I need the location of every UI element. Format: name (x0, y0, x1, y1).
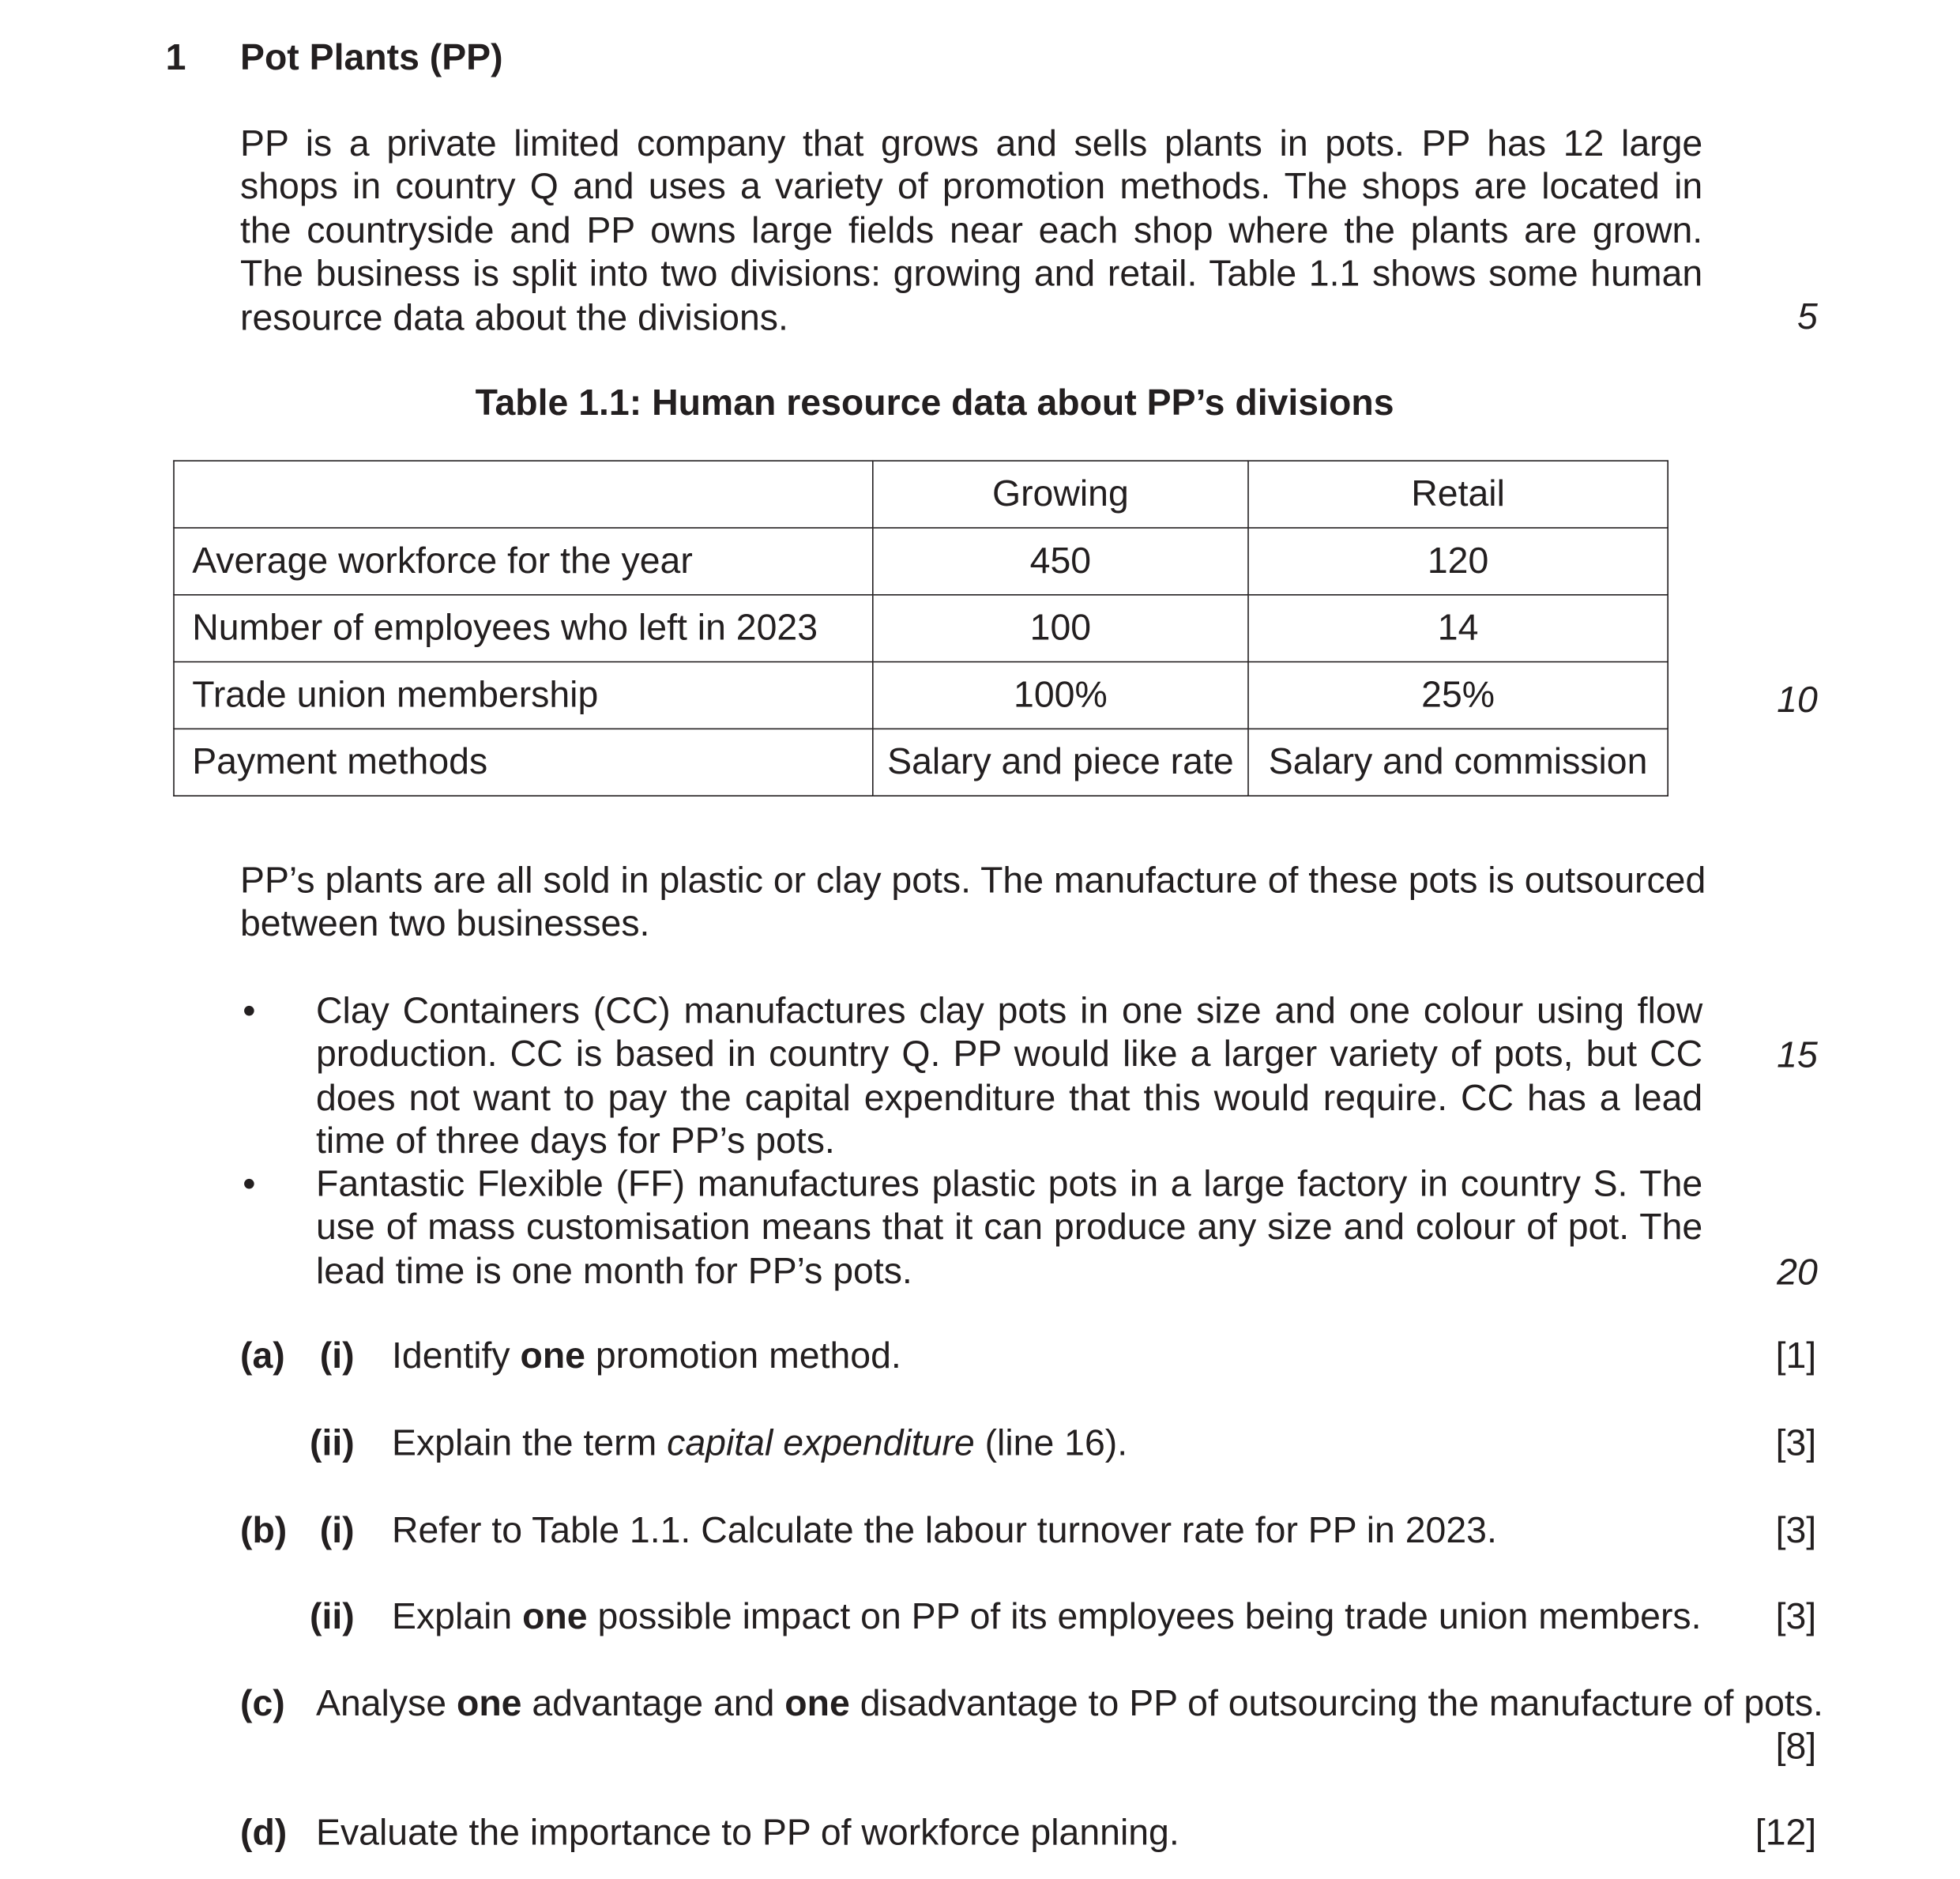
subquestion-a-ii-label: (ii) (310, 1423, 355, 1464)
subquestion-b-ii-label: (ii) (310, 1596, 355, 1637)
pots-paragraph (240, 860, 1706, 947)
pots-line: PP’s plants are all sold in plastic or clay pots. The manufacture of these pots is outsourced (240, 860, 1706, 902)
bullet-line: production. CC is based in country Q. PP would like a larger variety of pots, but CC (316, 1034, 1703, 1075)
marks-b-ii: [3] (1775, 1596, 1817, 1637)
text-fragment: disadvantage to PP of outsourcing the manufacture of pots. (849, 1684, 1823, 1725)
line-number: 10 (1777, 680, 1818, 721)
subquestion-b-i-text: Refer to Table 1.1. Calculate the labour turnover rate for PP in 2023. (392, 1511, 1497, 1552)
table-caption: Table 1.1: Human resource data about PP’s divisions (475, 382, 1394, 424)
marks-b-i: [3] (1775, 1511, 1817, 1552)
table-cell: Salary and piece rate (873, 729, 1248, 796)
table-cell: 120 (1248, 528, 1668, 595)
bullet-clay-containers (316, 990, 1702, 1164)
table-row (174, 595, 1668, 662)
table-cell: Number of employees who left in 2023 (174, 595, 873, 662)
bullet-line: Fantastic Flexible (FF) manufactures plastic pots in a large factory in country S. The (316, 1164, 1703, 1205)
emphasis-text: capital expenditure (667, 1423, 975, 1464)
bullet-line: use of mass customisation means that it can produce any size and colour of pot. The (316, 1207, 1703, 1248)
intro-line: resource data about the divisions. (240, 298, 788, 339)
subquestion-d-text: Evaluate the importance to PP of workforce planning. (316, 1813, 1179, 1854)
bullet-line: does not want to pay the capital expenditure that this would require. CC has a lead (316, 1078, 1703, 1119)
table-cell: Trade union membership (174, 662, 873, 729)
subquestion-a-i-label: (i) (319, 1336, 355, 1377)
marks-a-ii: [3] (1775, 1423, 1817, 1464)
intro-line: The business is split into two divisions: growing and retail. Table 1.1 shows some human (240, 254, 1703, 296)
text-fragment: Analyse (316, 1684, 457, 1725)
intro-line: the countryside and PP owns large fields near each shop where the plants are grown. (240, 210, 1703, 252)
text-fragment: Explain the term (392, 1423, 668, 1464)
subquestion-c-text (316, 1683, 1823, 1726)
table-row (174, 528, 1668, 595)
table-header-cell: Growing (873, 461, 1248, 528)
subquestion-d-label: (d) (240, 1813, 288, 1854)
line-number: 15 (1777, 1035, 1818, 1076)
bullet-fantastic-flexible (316, 1163, 1702, 1293)
subquestion-b-label: (b) (240, 1511, 288, 1552)
subquestion-c-label: (c) (240, 1684, 285, 1725)
table-row (174, 729, 1668, 796)
emphasis-text: one (456, 1684, 522, 1725)
bullet-icon: • (243, 991, 256, 1032)
subquestion-a-ii-text (392, 1422, 1127, 1465)
bullet-line: Clay Containers (CC) manufactures clay pots in one size and one colour using flow (316, 991, 1703, 1032)
line-number: 5 (1796, 297, 1818, 338)
marks-c: [8] (1775, 1726, 1817, 1768)
marks-a-i: [1] (1775, 1336, 1817, 1377)
table-row (174, 662, 1668, 729)
emphasis-text: one (522, 1596, 588, 1637)
question-title: Pot Plants (PP) (240, 38, 503, 79)
bullet-icon: • (243, 1164, 256, 1205)
table-cell: 14 (1248, 595, 1668, 662)
subquestion-a-label: (a) (240, 1336, 285, 1377)
text-fragment: (line 16). (974, 1423, 1128, 1464)
table-header-cell (174, 461, 873, 528)
table-cell: 450 (873, 528, 1248, 595)
text-fragment: Explain (392, 1596, 523, 1637)
subquestion-b-i-label: (i) (319, 1511, 355, 1552)
table-cell: Average workforce for the year (174, 528, 873, 595)
text-fragment: possible impact on PP of its employees being trade union members. (587, 1596, 1702, 1637)
text-fragment: promotion method. (585, 1336, 901, 1377)
subquestion-a-i-text (392, 1335, 901, 1378)
text-fragment: Identify (392, 1336, 521, 1377)
intro-line: shops in country Q and uses a variety of promotion methods. The shops are located in (240, 167, 1703, 209)
emphasis-text: one (520, 1336, 585, 1377)
table-cell: Payment methods (174, 729, 873, 796)
emphasis-text: one (784, 1684, 850, 1725)
bullet-line: time of three days for PP’s pots. (316, 1121, 835, 1162)
text-fragment: advantage and (521, 1684, 785, 1725)
line-number: 20 (1777, 1252, 1818, 1293)
table-cell: 100% (873, 662, 1248, 729)
bullet-line: lead time is one month for PP’s pots. (316, 1251, 912, 1292)
pots-line: between two businesses. (240, 904, 650, 945)
table-cell: 100 (873, 595, 1248, 662)
table-cell: 25% (1248, 662, 1668, 729)
table-header-cell: Retail (1248, 461, 1668, 528)
table-header-row (174, 461, 1668, 528)
subquestion-b-ii-text (392, 1595, 1702, 1638)
marks-d: [12] (1755, 1813, 1817, 1854)
table-cell: Salary and commission (1248, 729, 1668, 796)
hr-data-table (173, 460, 1668, 796)
intro-paragraph (240, 122, 1702, 340)
intro-line: PP is a private limited company that grows and sells plants in pots. PP has 12 large (240, 123, 1703, 164)
question-number: 1 (165, 38, 186, 79)
